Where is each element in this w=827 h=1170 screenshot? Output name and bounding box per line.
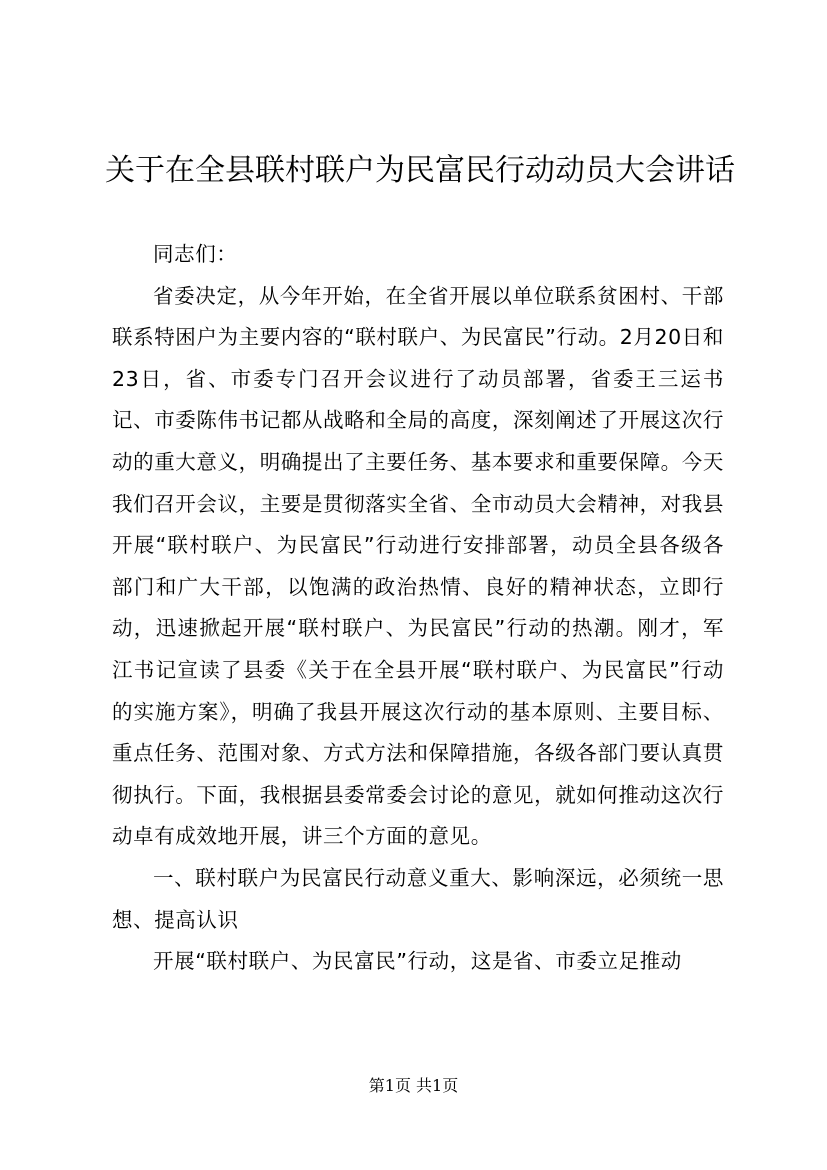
- salutation: 同志们：: [153, 242, 238, 266]
- paragraph: 省委决定，从今年开始，在全省开展以单位联系贫困村、干部联系特困户为主要内容的“联村联户、为民富民”行动。2月20日和23日，省、市委专门召开会议进行了动员部署，省委王三运书记、市委陈伟书记都从战略和全局的高度，深刻阐述了开展这次行动的重大意义，明确提出了主要任务、基本要求和重要保障。今天我们召开会议，主要是贯彻落实全省、全市动员大会精神，对我县开展“联村联户、为民富民”行动进行安排部署，动员全县各级各部门和广大干部，以饱满的政治热情、良好的精神状态，立即行动，迅速掀起开展“联村联户、为民富民”行动的热潮。刚才，军江书记宣读了县委《关于在全县开展“联村联户、为民富民”行动的实施方案》，明确了我县开展这次行动的基本原则、主要目标、重点任务、范围对象、方式方法和保障措施，各级各部门要认真贯彻执行。下面，我根据县委常委会讨论的意见，就如何推动这次行动卓有成效地开展，讲三个方面的意见。: [112, 283, 724, 849]
- section-heading: 一、联村联户为民富民行动意义重大、影响深远，必须统一思想、提高认识: [112, 865, 724, 932]
- page-footer: 第1页 共1页: [368, 1076, 459, 1095]
- document-title: 关于在全县联村联户为民富民行动动员大会讲话: [105, 153, 735, 188]
- document-body: [112, 234, 724, 983]
- paragraph: 开展“联村联户、为民富民”行动，这是省、市委立足推动: [153, 949, 682, 974]
